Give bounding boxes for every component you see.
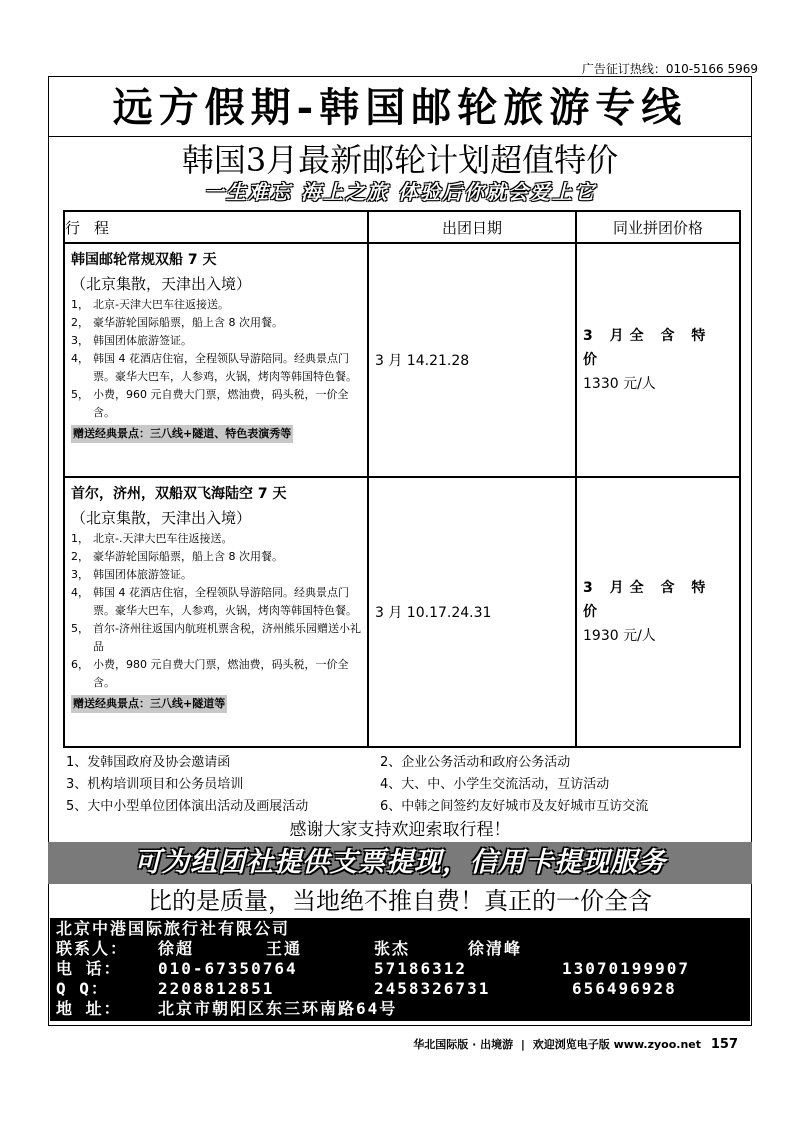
footer-separator: | [520, 1038, 525, 1051]
service-item: 6、中韩之间签约友好城市及友好城市互访交流 [380, 799, 649, 814]
contact-person: 徐清峰 [468, 939, 523, 958]
route-title: 首尔，济州，双船双飞海陆空 7 天 [71, 486, 287, 502]
page-number: 157 [710, 1037, 738, 1052]
ad-hotline: 广告征订热线：010-5166 5969 [581, 62, 758, 76]
address: 北京市朝阳区东三环南路64号 [158, 999, 398, 1018]
list-item: 1， 北京-天津大巴车往返接送。 [71, 298, 229, 311]
price-value: 1330 元/人 [583, 376, 656, 392]
departure-date: 3 月 14.21.28 [368, 243, 576, 477]
table-header-row [64, 211, 740, 243]
qq-number: 656496928 [572, 979, 677, 998]
list-item: 3， 韩国团体旅游签证。 [71, 334, 192, 347]
phone-number: 010-67350764 [158, 959, 298, 978]
service-item: 5、大中小型单位团体演出活动及画展活动 [66, 799, 309, 814]
quality-slogan: 比的是质量，当地绝不推自费！真正的一价全含 [148, 887, 652, 915]
list-item: 5， 首尔-济州往返国内航班机票含税，济州熊乐园赠送小礼品 [71, 622, 361, 653]
price-cell [576, 477, 740, 747]
address-label: 地 址： [56, 999, 122, 1018]
price-label: 3 月全 含 特 价 [583, 580, 712, 620]
list-item: 6， 小费，980 元自费大门票，燃油费，码头税，一价全含。 [71, 658, 349, 689]
contact-person: 王通 [266, 939, 303, 958]
headline: 韩国3月最新邮轮计划超值特价 [181, 141, 619, 179]
list-item: 2， 豪华游轮国际船票，船上含 8 次用餐。 [71, 550, 283, 563]
brand-divider [48, 136, 752, 137]
header-route: 行程 [64, 211, 368, 243]
route-cell [64, 477, 368, 747]
qq-number: 2458326731 [374, 979, 491, 998]
list-item: 4， 韩国 4 花酒店住宿，全程领队导游陪同。经典景点门票。豪华大巴车，人参鸡，火锅，烤肉等韩国特色餐。 [71, 352, 357, 383]
header-date: 出团日期 [368, 211, 576, 243]
gift-highlight: 赠送经典景点：三八线+隧道等 [71, 695, 227, 713]
phone-number: 13070199907 [562, 959, 690, 978]
route-items [71, 296, 361, 422]
thanks-line: 感谢大家支持欢迎索取行程！ [289, 820, 511, 840]
list-item: 1， 北京-.天津大巴车往返接送。 [71, 532, 233, 545]
phone-number: 57186312 [374, 959, 468, 978]
qq-number: 2208812851 [158, 979, 275, 998]
route-subtitle: （北京集散，天津出入境） [71, 275, 252, 293]
contact-label: 联系人： [56, 939, 129, 958]
brand-title: 远方假期-韩国邮轮旅游专线 [112, 84, 688, 131]
list-item: 5， 小费，960 元自费大门票，燃油费，码头税，一价全含。 [71, 388, 349, 419]
list-item: 4， 韩国 4 花酒店住宿，全程领队导游陪同。经典景点门票。豪华大巴车，人参鸡，火锅，烤肉等韩国特色餐。 [71, 586, 357, 617]
company-name: 北京中港国际旅行社有限公司 [56, 919, 291, 938]
service-item: 2、企业公务活动和政府公务活动 [380, 755, 571, 770]
phone-label: 电 话： [56, 959, 122, 978]
price-value: 1930 元/人 [583, 628, 656, 644]
qq-label: Q Q： [56, 979, 109, 998]
contact-person: 张杰 [374, 939, 411, 958]
route-subtitle: （北京集散，天津出入境） [71, 509, 252, 527]
gift-highlight: 赠送经典景点：三八线+隧道、特色表演秀等 [71, 425, 293, 443]
services-list [66, 752, 746, 818]
service-item: 4、大、中、小学生交流活动，互访活动 [380, 777, 610, 792]
table-row [64, 243, 740, 477]
page-footer [413, 1036, 738, 1052]
route-items [71, 530, 361, 692]
footer-section: 华北国际版 · 出境游 [413, 1038, 514, 1051]
contact-person: 徐超 [158, 939, 195, 958]
price-cell [576, 243, 740, 477]
footer-promo-link[interactable]: 欢迎浏览电子版 www.zyoo.net [532, 1038, 702, 1051]
route-title: 韩国邮轮常规双船 7 天 [71, 252, 217, 268]
departure-date: 3 月 10.17.24.31 [368, 477, 576, 747]
table-row [64, 477, 740, 747]
service-item: 1、发韩国政府及协会邀请函 [66, 755, 231, 770]
header-price: 同业拼团价格 [576, 211, 740, 243]
price-label: 3 月全 含 特 价 [583, 328, 712, 368]
slogan: 一生难忘 海上之旅 体验后你就会爱上它 [204, 180, 596, 204]
schedule-table [63, 210, 741, 748]
service-banner: 可为组团社提供支票提现，信用卡提现服务 [48, 842, 752, 884]
list-item: 3， 韩国团体旅游签证。 [71, 568, 192, 581]
list-item: 2， 豪华游轮国际船票，船上含 8 次用餐。 [71, 316, 283, 329]
service-item: 3、机构培训项目和公务员培训 [66, 777, 244, 792]
contact-block [50, 918, 750, 1021]
route-cell [64, 243, 368, 477]
